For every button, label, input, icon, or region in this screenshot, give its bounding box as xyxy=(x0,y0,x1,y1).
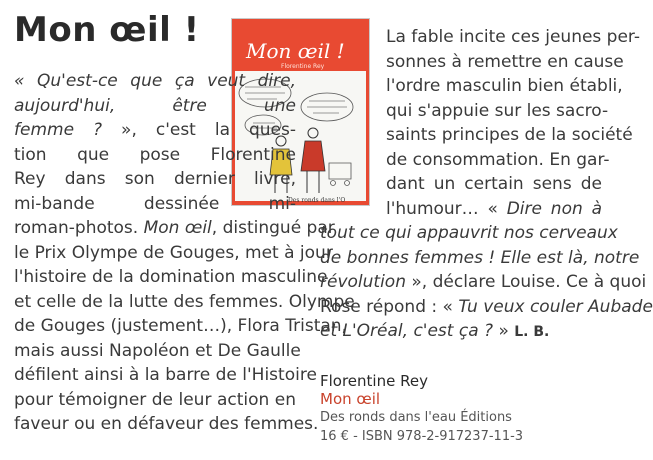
text-run: l'histoire de la domination masculine xyxy=(14,267,328,287)
text-run: Dire non à xyxy=(506,198,602,219)
left-column-line xyxy=(14,413,319,435)
left-column-line xyxy=(14,291,355,313)
text-run: » xyxy=(493,321,515,341)
left-column-line xyxy=(14,315,347,337)
text-run: , distingué par xyxy=(211,218,335,238)
text-run: défilent ainsi à la barre de l'Histoire xyxy=(14,365,317,385)
text-run: femme ? xyxy=(14,120,103,140)
book-info-publisher: Des ronds dans l'eau Éditions xyxy=(320,410,512,425)
text-run: dant un certain sens de xyxy=(386,174,602,194)
right-column-line xyxy=(386,51,624,73)
right-column-line xyxy=(386,149,610,171)
text-run: révolution xyxy=(320,272,406,292)
right-column-line xyxy=(386,124,633,146)
left-column-line xyxy=(14,70,296,92)
text-run: pour témoigner de leur action en xyxy=(14,389,296,410)
full-lines-line xyxy=(320,222,618,244)
text-run: Rey dans son dernier livre, xyxy=(14,169,296,189)
left-column-line xyxy=(14,168,296,190)
text-run: qui s'appuie sur les sacro- xyxy=(386,100,609,121)
full-lines-line xyxy=(320,247,640,269)
text-run: de Gouges (justement…), Flora Tristan, xyxy=(14,316,347,336)
text-run: La fable incite ces jeunes per- xyxy=(386,27,640,47)
full-lines-line xyxy=(320,296,653,318)
text-run: mais aussi Napoléon et De Gaulle xyxy=(14,340,301,361)
text-run: de consommation. En gar- xyxy=(386,149,610,170)
text-run: tout ce qui appauvrit nos cerveaux xyxy=(320,223,618,243)
cover-title: Mon œil ! xyxy=(246,39,345,63)
article-title: Mon œil ! xyxy=(14,10,200,50)
text-run: », c'est la ques- xyxy=(102,120,296,140)
cover-author: Florentine Rey xyxy=(281,63,325,70)
left-column-line xyxy=(14,242,333,264)
left-column-line xyxy=(14,389,296,411)
cover-publisher: Des ronds dans l'O xyxy=(288,197,346,204)
left-column-line xyxy=(14,95,296,117)
text-run: saints principes de la société xyxy=(386,125,633,145)
text-run: faveur ou en défaveur des femmes. xyxy=(14,414,319,434)
book-info-price-isbn: 16 € - ISBN 978-2-917237-11-3 xyxy=(320,429,524,444)
left-column-line xyxy=(14,217,335,239)
book-info-title: Mon œil xyxy=(320,390,381,408)
right-column-line xyxy=(386,100,609,122)
text-run: sonnes à remettre en cause xyxy=(386,51,624,72)
left-column-line xyxy=(14,193,296,215)
full-lines-line xyxy=(320,320,602,343)
left-column-line xyxy=(14,364,317,386)
full-lines-line xyxy=(320,271,647,293)
book-info-author: Florentine Rey xyxy=(320,372,428,390)
left-column-line xyxy=(14,144,296,166)
right-column-line xyxy=(386,26,640,48)
right-column-line xyxy=(386,198,602,220)
text-run: Mon œil xyxy=(143,218,212,238)
text-run: roman-photos. xyxy=(14,218,144,238)
text-run: », déclare Louise. Ce à quoi xyxy=(405,272,647,292)
right-column-line xyxy=(386,173,602,195)
right-column-line xyxy=(386,75,623,97)
text-run: l'humour… « xyxy=(386,198,507,219)
text-run: L. B. xyxy=(514,324,550,340)
text-run: « Qu'est-ce que ça veut dire, xyxy=(14,71,296,91)
text-run: de bonnes femmes ! Elle est là, notre xyxy=(320,247,640,268)
text-run: tion que pose Florentine xyxy=(14,144,296,165)
text-run: et L'Oréal, c'est ça ? xyxy=(320,321,494,341)
text-run: mi-bande dessinée mi- xyxy=(14,193,296,214)
left-column-line xyxy=(14,119,296,141)
left-column-line xyxy=(14,266,328,288)
text-run: Tu veux couler Aubade xyxy=(458,296,653,317)
text-run: et celle de la lutte des femmes. Olympe xyxy=(14,291,355,312)
text-run: le Prix Olympe de Gouges, met à jour xyxy=(14,242,333,263)
text-run: l'ordre masculin bien établi, xyxy=(386,76,623,96)
text-run: Rose répond : « xyxy=(320,296,459,317)
left-column-line xyxy=(14,340,301,362)
text-run: aujourd'hui, être une xyxy=(14,95,296,116)
